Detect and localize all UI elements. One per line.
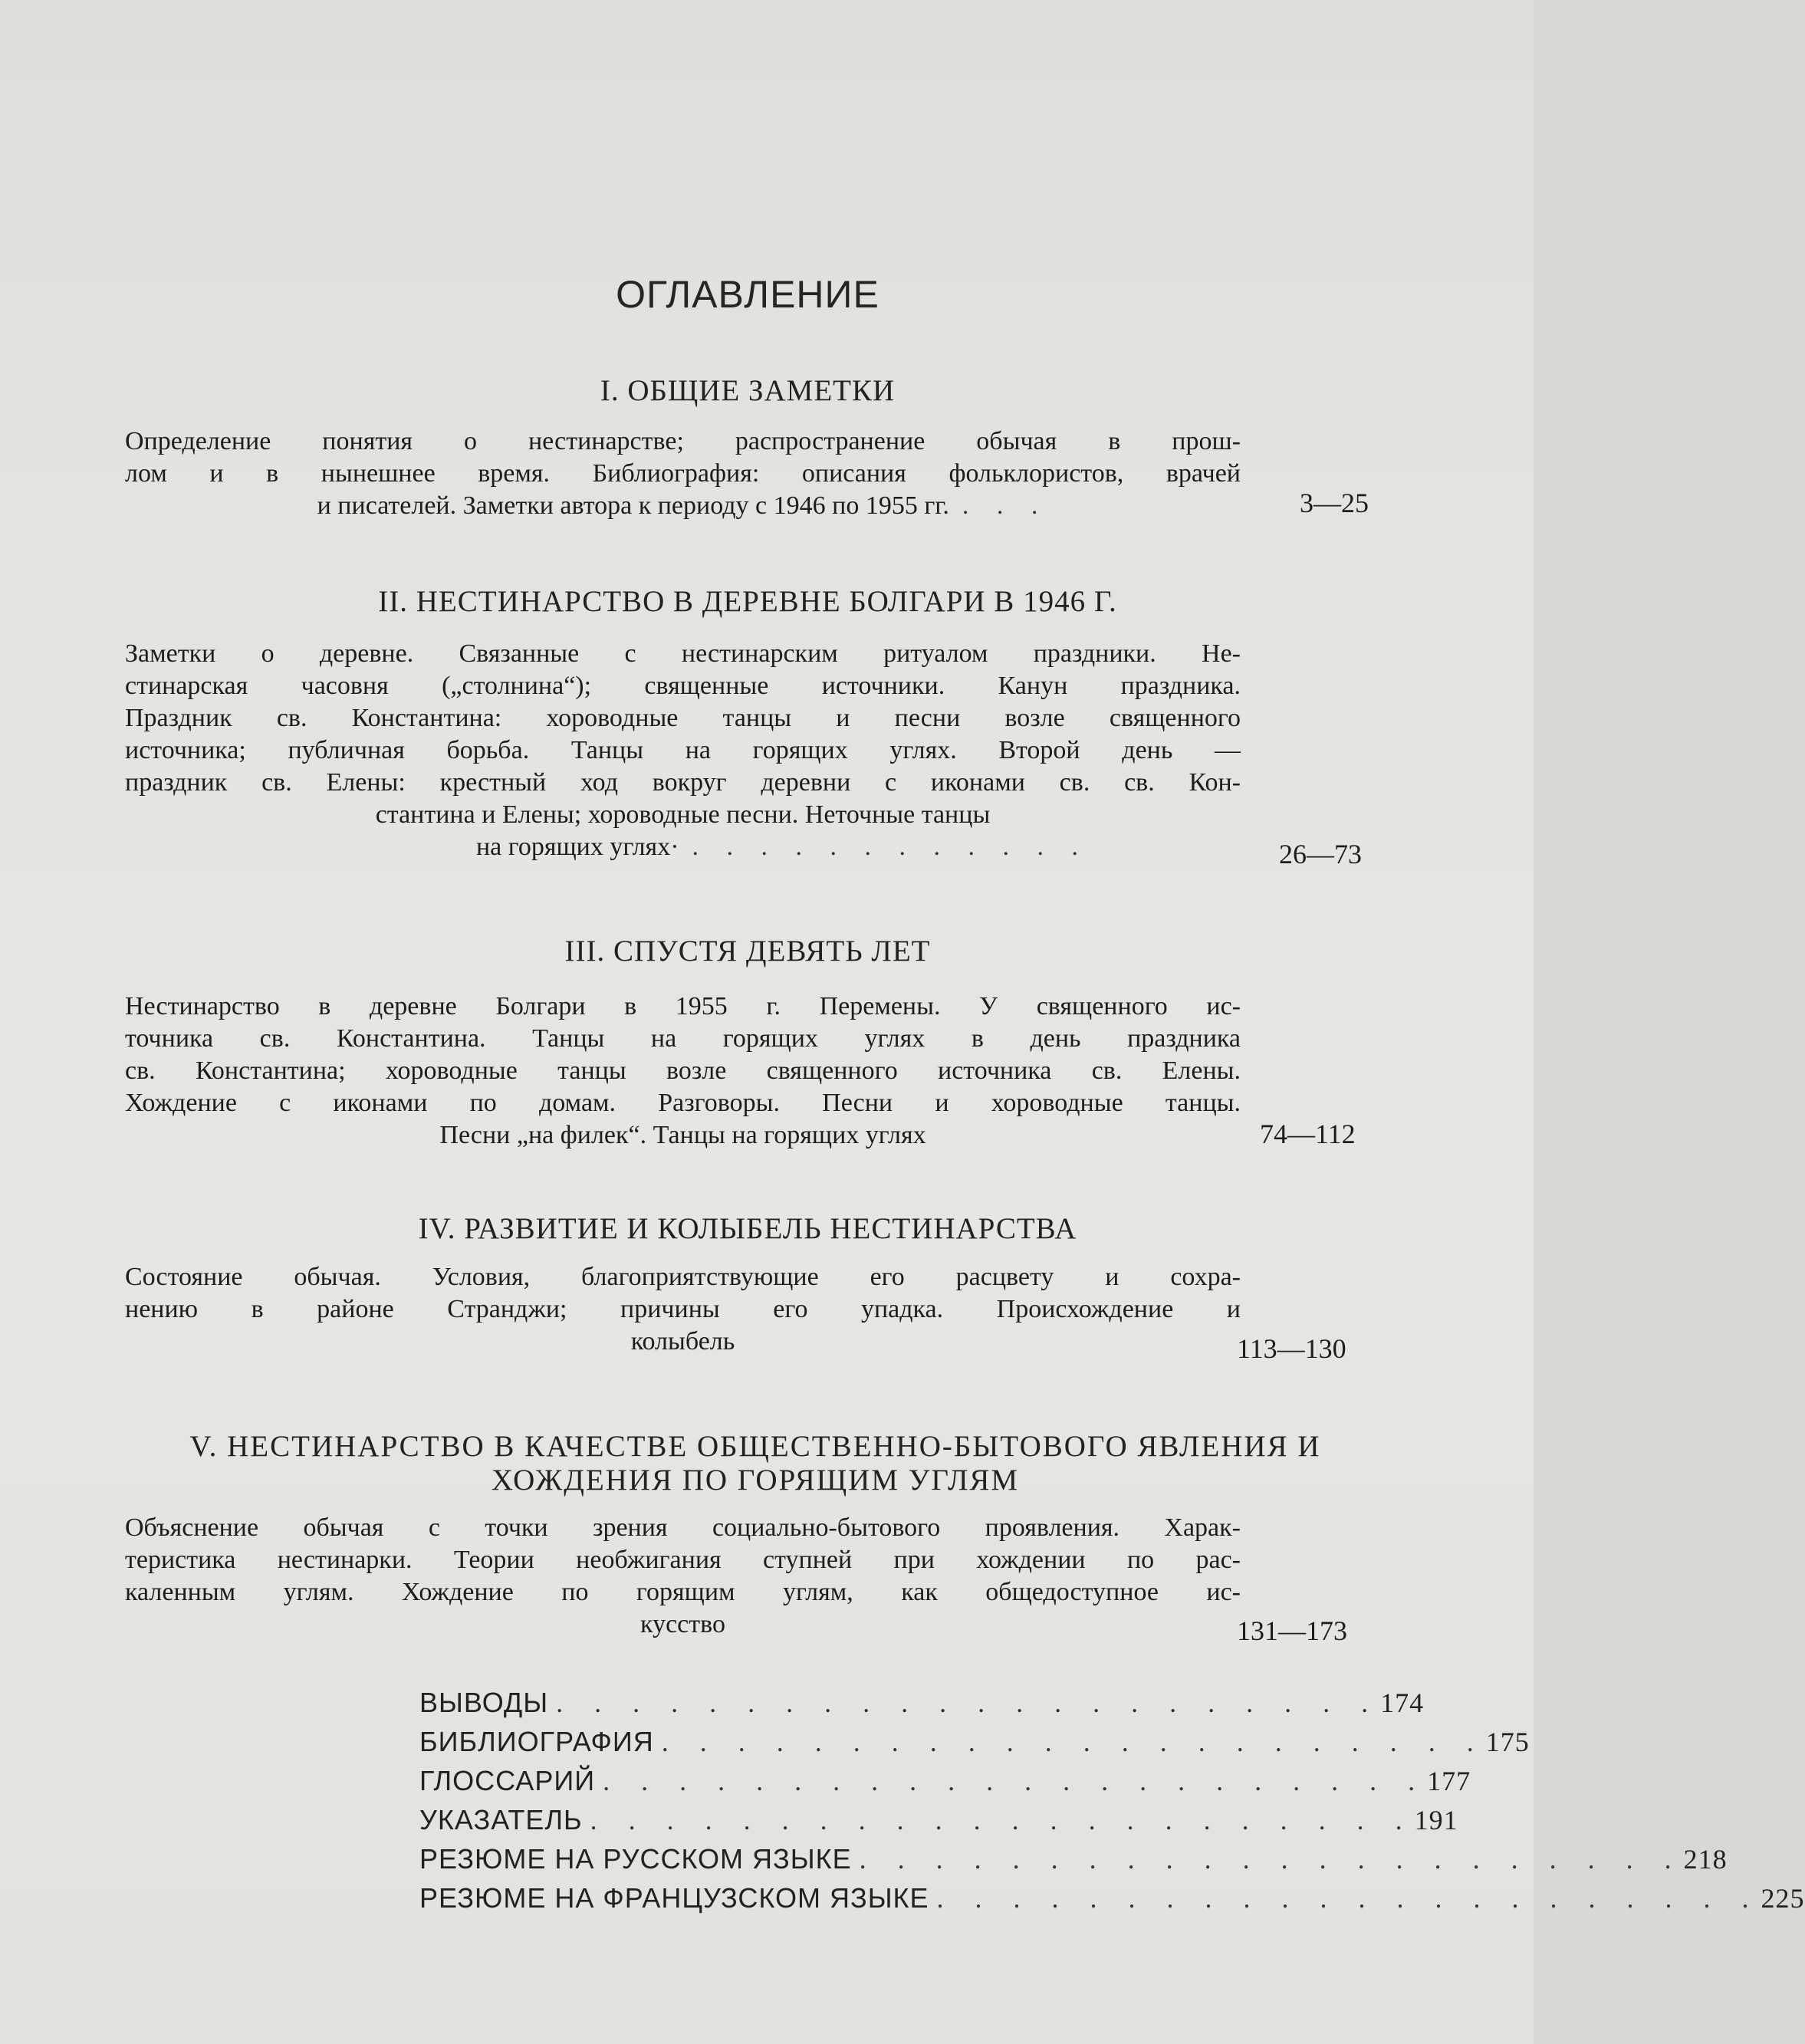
chapter-3-line: точника св. Константина. Танцы на горящих углях в день праздника bbox=[125, 1024, 1241, 1053]
chapter-5-line: теристика нестинарки. Теории необжигания ступней при хождении по рас- bbox=[125, 1546, 1241, 1574]
chapter-4-line: Состояние обычая. Условия, благоприятствующие его расцвету и сохра- bbox=[125, 1263, 1241, 1291]
appendix-list bbox=[419, 1687, 1805, 1921]
appendix-item-page: 174 bbox=[1380, 1687, 1425, 1718]
chapter-2-leader: . . . . . . . . . . . . bbox=[692, 833, 1090, 861]
appendix-item-label: ВЫВОДЫ bbox=[419, 1687, 549, 1718]
chapter-4-title: IV. РАЗВИТИЕ И КОЛЫБЕЛЬ НЕСТИНАРСТВА bbox=[418, 1212, 1077, 1245]
appendix-item-page: 177 bbox=[1427, 1766, 1471, 1796]
chapter-2-line-text: на горящих углях· bbox=[475, 833, 679, 861]
chapter-2-line: Праздник св. Константина: хороводные танцы и песни возле священного bbox=[125, 704, 1241, 732]
appendix-item-page: 175 bbox=[1485, 1727, 1530, 1757]
chapter-2-line: стантина и Елены; хороводные песни. Неточные танцы bbox=[375, 800, 991, 829]
chapter-5-line: Объяснение обычая с точки зрения социально-бытового проявления. Харак- bbox=[125, 1513, 1241, 1542]
chapter-2-line: источника; публичная борьба. Танцы на горящих углях. Второй день — bbox=[125, 736, 1241, 764]
appendix-item bbox=[419, 1843, 1728, 1882]
appendix-item bbox=[419, 1804, 1458, 1843]
appendix-item-page: 225 bbox=[1761, 1883, 1805, 1914]
chapter-2-line: стинарская часовня („столнина“); священные источники. Канун праздника. bbox=[125, 672, 1241, 700]
chapter-1-pages: 3—25 bbox=[1300, 488, 1369, 518]
chapter-2-line-last bbox=[125, 831, 1241, 863]
chapter-3-line: Нестинарство в деревне Болгари в 1955 г. Перемены. У священного ис- bbox=[125, 992, 1241, 1020]
chapter-1-line: Определение понятия о нестинарстве; распространение обычая в прош- bbox=[125, 427, 1241, 455]
chapter-2-pages: 26—73 bbox=[1279, 839, 1362, 869]
chapter-3-pages: 74—112 bbox=[1260, 1119, 1356, 1149]
appendix-item-leader: . . . . . . . . . . . . . . . . . . . . . . bbox=[936, 1883, 1761, 1914]
chapter-1-line: лом и в нынешнее время. Библиография: описания фольклористов, врачей bbox=[125, 459, 1241, 488]
appendix-item-leader: . . . . . . . . . . . . . . . . . . . . . . bbox=[859, 1844, 1684, 1875]
chapter-1-leader: . . . bbox=[962, 491, 1049, 520]
appendix-item-leader: . . . . . . . . . . . . . . . . . . . . . . bbox=[556, 1687, 1381, 1718]
chapter-3-summary bbox=[125, 991, 1241, 1152]
chapter-5-line: каленным углям. Хождение по горящим углям, как общедоступное ис- bbox=[125, 1578, 1241, 1606]
appendix-item bbox=[419, 1882, 1805, 1921]
appendix-item-leader: . . . . . . . . . . . . . . . . . . . . . . bbox=[590, 1805, 1415, 1835]
appendix-item-leader: . . . . . . . . . . . . . . . . . . . . . . bbox=[661, 1727, 1486, 1757]
chapter-3-line: Хождение с иконами по домам. Разговоры. Песни и хороводные танцы. bbox=[125, 1089, 1241, 1117]
page-title: ОГЛАВЛЕНИЕ bbox=[616, 273, 879, 316]
appendix-item bbox=[419, 1726, 1530, 1765]
appendix-item-page: 191 bbox=[1414, 1805, 1458, 1835]
chapter-1-summary bbox=[125, 426, 1241, 522]
appendix-item-page: 218 bbox=[1683, 1844, 1728, 1875]
chapter-3-line: Песни „на филек“. Танцы на горящих углях bbox=[439, 1121, 926, 1149]
chapter-4-line: колыбель bbox=[630, 1327, 735, 1356]
chapter-5-summary bbox=[125, 1512, 1241, 1641]
appendix-item-label: УКАЗАТЕЛЬ bbox=[419, 1804, 583, 1835]
chapter-4-summary bbox=[125, 1261, 1241, 1358]
appendix-item bbox=[419, 1765, 1471, 1804]
chapter-3-title: III. СПУСТЯ ДЕВЯТЬ ЛЕТ bbox=[564, 935, 931, 968]
appendix-item-label: ГЛОССАРИЙ bbox=[419, 1765, 596, 1796]
chapter-4-line: нению в районе Странджи; причины его упадка. Происхождение и bbox=[125, 1295, 1241, 1323]
chapter-2-summary bbox=[125, 638, 1241, 863]
chapter-5-pages: 131—173 bbox=[1237, 1615, 1347, 1646]
appendix-item-label: БИБЛИОГРАФИЯ bbox=[419, 1726, 654, 1757]
chapter-4-pages: 113—130 bbox=[1237, 1333, 1346, 1364]
chapter-1-line-text: и писателей. Заметки автора к периоду с 1946 по 1955 гг. bbox=[317, 491, 949, 520]
chapter-2-line: праздник св. Елены: крестный ход вокруг деревни с иконами св. св. Кон- bbox=[125, 768, 1241, 797]
chapter-2-line: Заметки о деревне. Связанные с нестинарским ритуалом праздники. Не- bbox=[125, 639, 1241, 668]
chapter-2-title: II. НЕСТИНАРСТВО В ДЕРЕВНЕ БОЛГАРИ В 1946 Г. bbox=[378, 585, 1117, 618]
appendix-item-label: РЕЗЮМЕ НА ФРАНЦУЗСКОМ ЯЗЫКЕ bbox=[419, 1882, 929, 1914]
appendix-item-label: РЕЗЮМЕ НА РУССКОМ ЯЗЫКЕ bbox=[419, 1843, 852, 1875]
chapter-1-title: I. ОБЩИЕ ЗАМЕТКИ bbox=[600, 374, 896, 407]
chapter-5-title: V. НЕСТИНАРСТВО В КАЧЕСТВЕ ОБЩЕСТВЕННО-БЫТОВОГО ЯВЛЕНИЯ И ХОЖДЕНИЯ ПО ГОРЯЩИМ УГЛЯМ bbox=[189, 1430, 1321, 1497]
chapter-1-line-last bbox=[125, 490, 1241, 522]
chapter-5-line: кусство bbox=[640, 1610, 725, 1638]
appendix-item bbox=[419, 1687, 1425, 1726]
appendix-item-leader: . . . . . . . . . . . . . . . . . . . . . . bbox=[603, 1766, 1428, 1796]
chapter-3-line: св. Константина; хороводные танцы возле священного источника св. Елены. bbox=[125, 1057, 1241, 1085]
